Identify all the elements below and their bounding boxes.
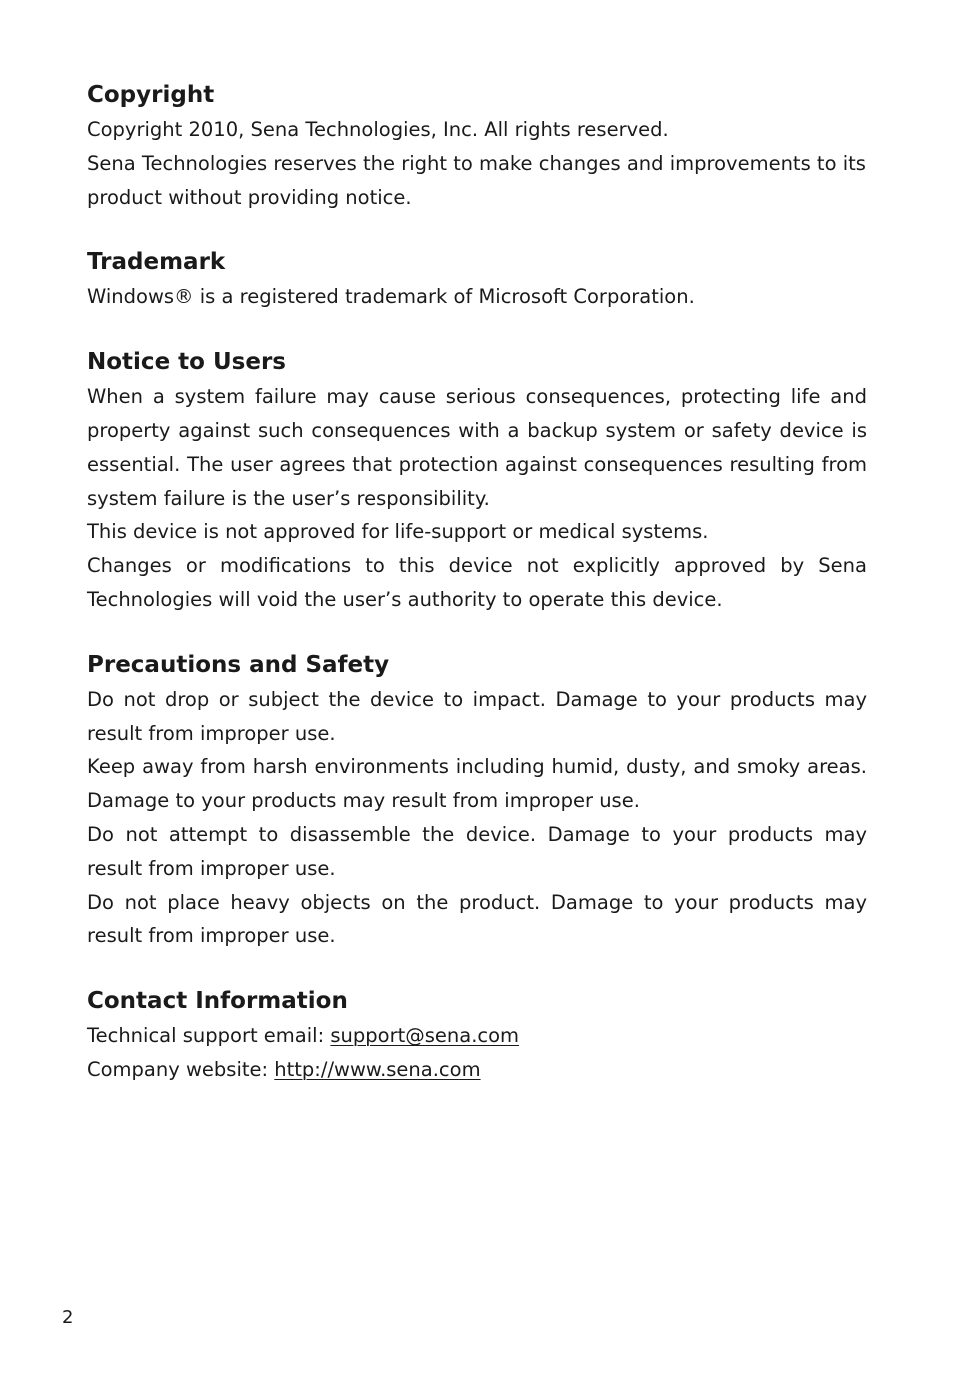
contact-email-label: Technical support email: — [87, 1024, 331, 1048]
precaution-heavy-objects: Do not place heavy objects on the product. Damage to your products may result from improper use. — [87, 890, 867, 948]
notice-heading: Notice to Users — [87, 349, 286, 376]
copyright-statement: Copyright 2010, Sena Technologies, Inc. All rights reserved. — [87, 118, 669, 141]
contact-website-line — [87, 1053, 867, 1087]
precaution-impact: Do not drop or subject the device to impact. Damage to your products may result from improper use. — [87, 687, 867, 745]
document-page — [87, 78, 867, 1118]
notice-section — [87, 345, 867, 617]
copyright-heading: Copyright — [87, 82, 215, 108]
precautions-heading: Precautions and Safety — [87, 651, 390, 678]
copyright-rights-notice: Sena Technologies reserves the right to make changes and improvements to its product without providing notice. — [87, 151, 866, 209]
notice-paragraph-modifications: Changes or modifications to this device not explicitly approved by Sena Technologies will void the user’s authority to operate this device. — [87, 554, 867, 611]
company-website-link[interactable]: http://www.sena.com — [274, 1057, 481, 1081]
page-number: 2 — [62, 1307, 74, 1328]
notice-paragraph-backup: When a system failure may cause serious consequences, protecting life and property against such consequences with a backup system or safety device is essential. The user agrees that protection against consequences resulting from system failure is the user’s responsibility. — [87, 385, 867, 510]
precaution-disassemble: Do not attempt to disassemble the device. Damage to your products may result from improper use. — [87, 822, 867, 880]
trademark-section — [87, 245, 867, 314]
contact-heading: Contact Information — [87, 988, 348, 1015]
copyright-section — [87, 78, 867, 214]
precaution-environment: Keep away from harsh environments including humid, dusty, and smoky areas. Damage to your products may result from improper use. — [87, 755, 867, 813]
notice-paragraph-life-support: This device is not approved for life-support or medical systems. — [87, 520, 709, 544]
contact-section — [87, 984, 867, 1087]
contact-email-line — [87, 1019, 867, 1053]
trademark-heading: Trademark — [87, 249, 226, 276]
trademark-statement: Windows® is a registered trademark of Microsoft Corporation. — [87, 285, 695, 309]
support-email-link[interactable]: support@sena.com — [330, 1024, 520, 1048]
precautions-section — [87, 648, 867, 953]
contact-website-label: Company website: — [87, 1057, 275, 1081]
